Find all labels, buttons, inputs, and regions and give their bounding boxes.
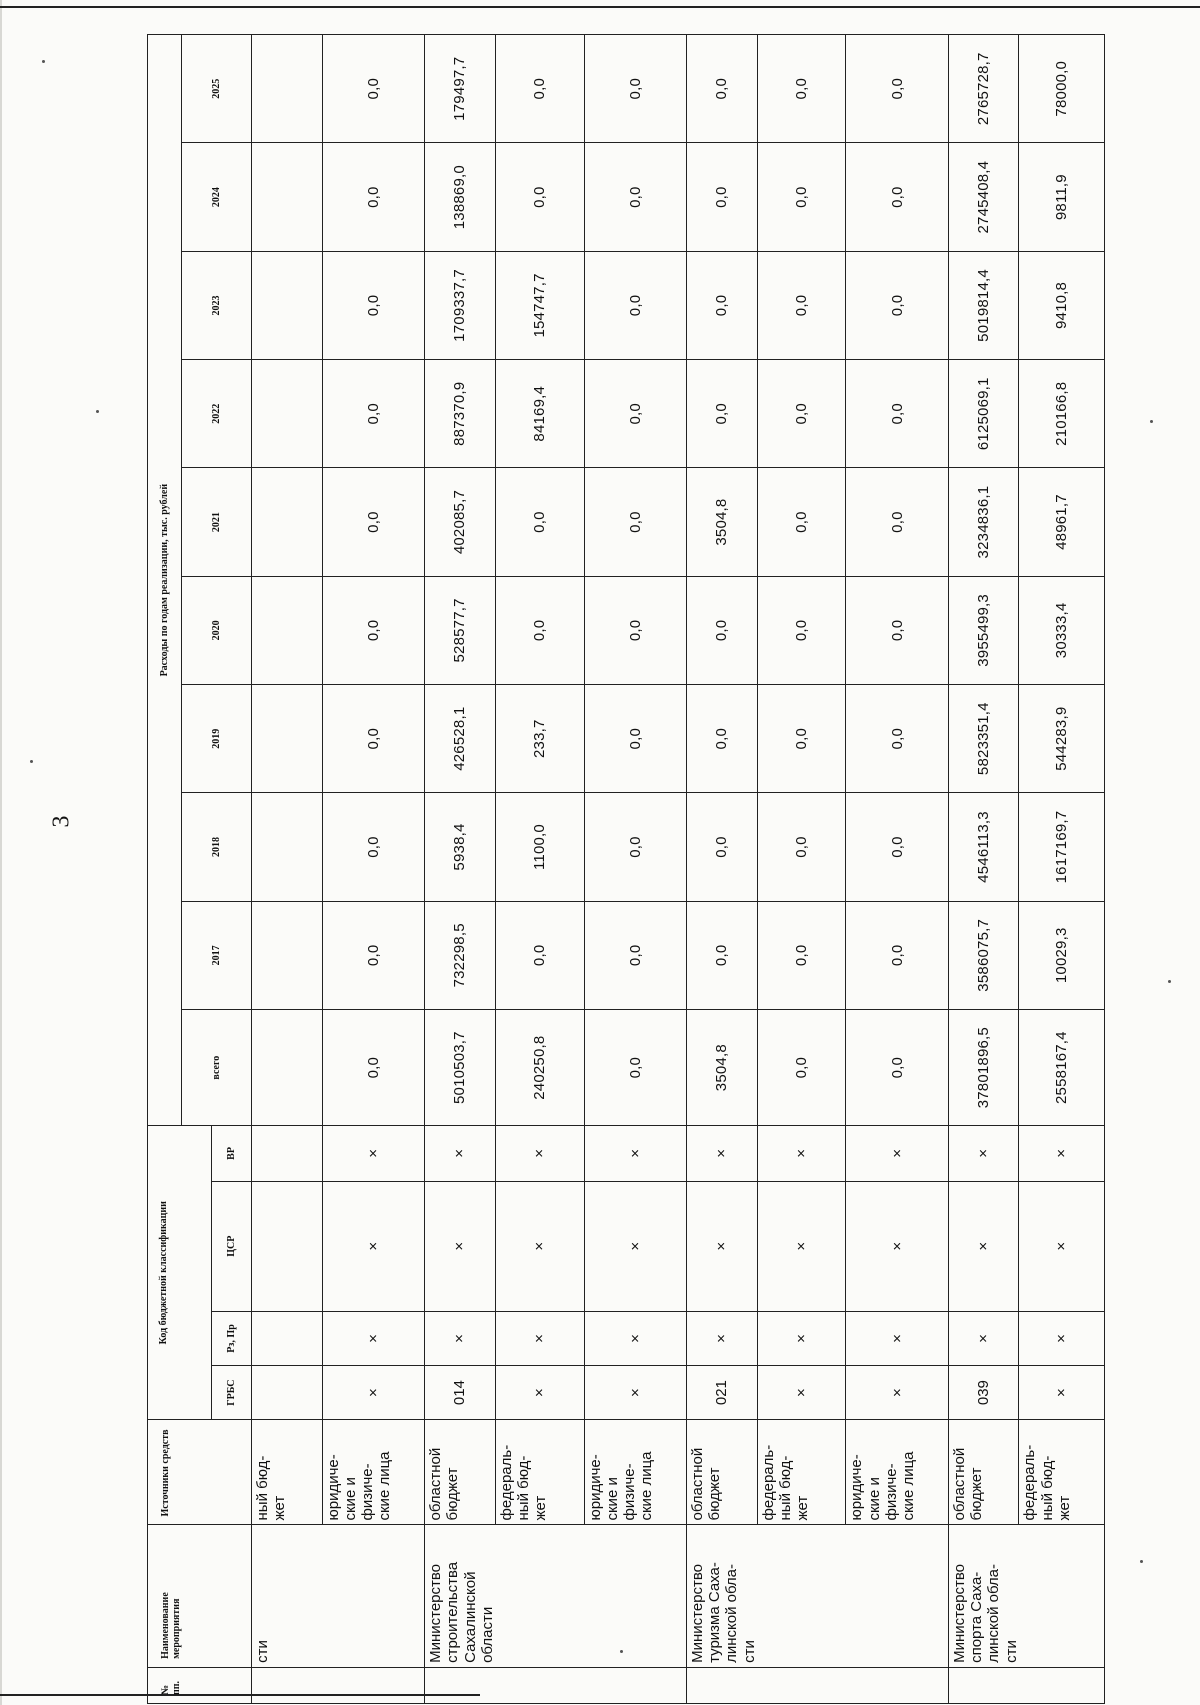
cell-year-value: 5938,4 xyxy=(425,793,496,901)
cell-grbs: × xyxy=(495,1366,584,1420)
header-expenses: Расходы по годам реализации, тыс. рублей xyxy=(148,35,182,1126)
cell-year-value: 0,0 xyxy=(686,685,757,793)
table-row xyxy=(686,35,757,1704)
cell-year-value: 0,0 xyxy=(495,901,584,1009)
header-total: всего xyxy=(182,1009,252,1125)
cell-total: 3504,8 xyxy=(686,1009,757,1125)
cell-year-value: 0,0 xyxy=(846,143,948,251)
cell-rzpr: × xyxy=(584,1311,686,1365)
cell-year-value: 0,0 xyxy=(584,360,686,468)
cell-rzpr: × xyxy=(322,1311,424,1365)
budget-table xyxy=(147,34,1105,1704)
header-year: 2017 xyxy=(182,901,252,1009)
cell-year-value: 3504,8 xyxy=(686,468,757,576)
cell-year-value: 0,0 xyxy=(846,793,948,901)
cell-year-value: 1709337,7 xyxy=(425,251,496,359)
cell-year-value: 0,0 xyxy=(584,685,686,793)
cell-year-value: 0,0 xyxy=(584,468,686,576)
cell-rzpr: × xyxy=(846,1311,948,1365)
cell-year-value: 9410,8 xyxy=(1019,251,1105,359)
cell-year-value: 544283,9 xyxy=(1019,685,1105,793)
cell-year-value: 0,0 xyxy=(584,901,686,1009)
cell-year-value: 0,0 xyxy=(686,143,757,251)
cell-year-value: 9811,9 xyxy=(1019,143,1105,251)
cell-year-value: 528577,7 xyxy=(425,576,496,684)
cell-year-value xyxy=(252,143,323,251)
cell-vr: × xyxy=(322,1126,424,1181)
cell-no xyxy=(948,1667,1104,1703)
cell-year-value: 0,0 xyxy=(322,793,424,901)
cell-year-value: 1100,0 xyxy=(495,793,584,901)
cell-vr: × xyxy=(1019,1126,1105,1181)
cell-year-value: 30333,4 xyxy=(1019,576,1105,684)
header-no: № пп. xyxy=(148,1667,252,1703)
cell-total xyxy=(252,1009,323,1125)
table-header xyxy=(148,35,252,1704)
cell-source: федераль- ный бюд- жет xyxy=(1019,1420,1105,1525)
header-budget-code: Код бюджетной классификации xyxy=(148,1126,212,1420)
cell-year-value: 6125069,1 xyxy=(948,360,1019,468)
table-row xyxy=(322,35,424,1704)
table-row xyxy=(948,35,1019,1704)
header-code-csr: ЦСР xyxy=(212,1181,252,1311)
cell-year-value: 3586075,7 xyxy=(948,901,1019,1009)
cell-year-value: 0,0 xyxy=(757,793,846,901)
cell-source: юридиче- ские и физиче- ские лица xyxy=(584,1420,686,1525)
cell-grbs: 014 xyxy=(425,1366,496,1420)
cell-rzpr: × xyxy=(757,1311,846,1365)
cell-year-value: 0,0 xyxy=(846,468,948,576)
cell-year-value xyxy=(252,901,323,1009)
cell-grbs: × xyxy=(757,1366,846,1420)
header-year: 2023 xyxy=(182,251,252,359)
cell-year-value: 138869,0 xyxy=(425,143,496,251)
cell-year-value: 0,0 xyxy=(584,251,686,359)
cell-year-value: 179497,7 xyxy=(425,35,496,143)
cell-year-value: 0,0 xyxy=(757,143,846,251)
cell-vr: × xyxy=(846,1126,948,1181)
cell-year-value: 0,0 xyxy=(686,35,757,143)
cell-year-value: 5019814,4 xyxy=(948,251,1019,359)
header-year: 2022 xyxy=(182,360,252,468)
scan-edge xyxy=(0,0,2,1705)
cell-source: областной бюджет xyxy=(686,1420,757,1525)
cell-year-value: 2765728,7 xyxy=(948,35,1019,143)
cell-vr: × xyxy=(495,1126,584,1181)
table-row xyxy=(425,35,496,1704)
table-body xyxy=(252,35,1105,1704)
cell-year-value: 0,0 xyxy=(846,35,948,143)
cell-grbs: 039 xyxy=(948,1366,1019,1420)
cell-year-value: 0,0 xyxy=(322,576,424,684)
cell-year-value: 0,0 xyxy=(846,251,948,359)
cell-total: 5010503,7 xyxy=(425,1009,496,1125)
cell-grbs: × xyxy=(846,1366,948,1420)
cell-event-name: Министерство туризма Саха- линской обла- сти xyxy=(686,1525,948,1667)
cell-year-value xyxy=(252,360,323,468)
cell-csr: × xyxy=(686,1181,757,1311)
cell-source: юридиче- ские и физиче- ские лица xyxy=(322,1420,424,1525)
cell-csr: × xyxy=(846,1181,948,1311)
cell-no xyxy=(252,1667,425,1703)
cell-year-value: 402085,7 xyxy=(425,468,496,576)
header-year: 2025 xyxy=(182,35,252,143)
header-code-vr: ВР xyxy=(212,1126,252,1181)
cell-vr: × xyxy=(425,1126,496,1181)
cell-year-value: 732298,5 xyxy=(425,901,496,1009)
cell-grbs: × xyxy=(322,1366,424,1420)
cell-year-value: 0,0 xyxy=(495,576,584,684)
header-year: 2024 xyxy=(182,143,252,251)
cell-year-value: 0,0 xyxy=(322,35,424,143)
cell-year-value: 0,0 xyxy=(495,468,584,576)
cell-year-value: 10029,3 xyxy=(1019,901,1105,1009)
header-sources: Источники средств xyxy=(148,1420,252,1525)
cell-rzpr: × xyxy=(686,1311,757,1365)
header-code-rzpr: Рз, Пр xyxy=(212,1311,252,1365)
cell-vr: × xyxy=(757,1126,846,1181)
cell-year-value: 78000,0 xyxy=(1019,35,1105,143)
cell-year-value xyxy=(252,251,323,359)
cell-csr: × xyxy=(1019,1181,1105,1311)
cell-source: юридиче- ские и физиче- ские лица xyxy=(846,1420,948,1525)
cell-csr: × xyxy=(757,1181,846,1311)
cell-year-value: 233,7 xyxy=(495,685,584,793)
cell-year-value: 0,0 xyxy=(495,35,584,143)
cell-year-value: 0,0 xyxy=(757,35,846,143)
cell-year-value: 154747,7 xyxy=(495,251,584,359)
cell-year-value: 0,0 xyxy=(846,576,948,684)
page-number: 3 xyxy=(48,815,75,828)
cell-year-value: 0,0 xyxy=(322,251,424,359)
header-year: 2021 xyxy=(182,468,252,576)
cell-csr: × xyxy=(948,1181,1019,1311)
table-row xyxy=(584,35,686,1704)
cell-vr: × xyxy=(584,1126,686,1181)
cell-year-value: 887370,9 xyxy=(425,360,496,468)
cell-year-value: 0,0 xyxy=(757,901,846,1009)
cell-year-value xyxy=(252,685,323,793)
cell-rzpr: × xyxy=(495,1311,584,1365)
cell-source: федераль- ный бюд- жет xyxy=(495,1420,584,1525)
cell-no xyxy=(425,1667,687,1703)
table-row xyxy=(757,35,846,1704)
cell-year-value: 0,0 xyxy=(584,576,686,684)
cell-event-name: сти xyxy=(252,1525,425,1667)
cell-total: 0,0 xyxy=(846,1009,948,1125)
cell-year-value: 0,0 xyxy=(686,901,757,1009)
cell-year-value: 0,0 xyxy=(584,143,686,251)
cell-year-value: 84169,4 xyxy=(495,360,584,468)
cell-total: 0,0 xyxy=(584,1009,686,1125)
cell-year-value: 48961,7 xyxy=(1019,468,1105,576)
cell-no xyxy=(686,1667,948,1703)
cell-csr: × xyxy=(322,1181,424,1311)
cell-source: ный бюд- жет xyxy=(252,1420,323,1525)
table-row xyxy=(1019,35,1105,1704)
cell-csr: × xyxy=(584,1181,686,1311)
cell-year-value: 1617169,7 xyxy=(1019,793,1105,901)
cell-csr: × xyxy=(495,1181,584,1311)
cell-grbs: 021 xyxy=(686,1366,757,1420)
header-year: 2018 xyxy=(182,793,252,901)
cell-year-value: 0,0 xyxy=(322,143,424,251)
header-year: 2020 xyxy=(182,576,252,684)
cell-year-value: 426528,1 xyxy=(425,685,496,793)
cell-rzpr: × xyxy=(1019,1311,1105,1365)
cell-vr xyxy=(252,1126,323,1181)
header-code-grbs: ГРБС xyxy=(212,1366,252,1420)
cell-year-value: 3234836,1 xyxy=(948,468,1019,576)
cell-csr xyxy=(252,1181,323,1311)
cell-year-value xyxy=(252,468,323,576)
cell-total: 0,0 xyxy=(757,1009,846,1125)
cell-rzpr: × xyxy=(425,1311,496,1365)
cell-vr: × xyxy=(948,1126,1019,1181)
cell-year-value: 0,0 xyxy=(686,576,757,684)
cell-year-value xyxy=(252,793,323,901)
cell-year-value: 0,0 xyxy=(322,685,424,793)
cell-grbs: × xyxy=(584,1366,686,1420)
cell-total: 0,0 xyxy=(322,1009,424,1125)
header-name: Наименование мероприятия xyxy=(148,1525,252,1667)
cell-year-value: 0,0 xyxy=(757,360,846,468)
cell-year-value: 0,0 xyxy=(322,901,424,1009)
cell-year-value: 5823351,4 xyxy=(948,685,1019,793)
cell-event-name: Министерство спорта Саха- линской обла- сти xyxy=(948,1525,1104,1667)
cell-year-value: 4546113,3 xyxy=(948,793,1019,901)
cell-source: федераль- ный бюд- жет xyxy=(757,1420,846,1525)
cell-source: областной бюджет xyxy=(425,1420,496,1525)
cell-total: 2558167,4 xyxy=(1019,1009,1105,1125)
cell-year-value: 0,0 xyxy=(686,793,757,901)
cell-rzpr: × xyxy=(948,1311,1019,1365)
cell-year-value: 0,0 xyxy=(686,251,757,359)
cell-year-value: 2745408,4 xyxy=(948,143,1019,251)
cell-total: 240250,8 xyxy=(495,1009,584,1125)
cell-year-value: 210166,8 xyxy=(1019,360,1105,468)
cell-year-value: 0,0 xyxy=(686,360,757,468)
cell-year-value: 0,0 xyxy=(495,143,584,251)
cell-year-value: 0,0 xyxy=(846,685,948,793)
cell-year-value: 0,0 xyxy=(584,793,686,901)
cell-year-value: 0,0 xyxy=(322,360,424,468)
cell-year-value: 0,0 xyxy=(584,35,686,143)
header-year: 2019 xyxy=(182,685,252,793)
cell-grbs: × xyxy=(1019,1366,1105,1420)
cell-year-value: 0,0 xyxy=(757,468,846,576)
top-rule xyxy=(0,6,1200,8)
cell-year-value: 0,0 xyxy=(757,685,846,793)
cell-vr: × xyxy=(686,1126,757,1181)
cell-source: областной бюджет xyxy=(948,1420,1019,1525)
cell-csr: × xyxy=(425,1181,496,1311)
table-row xyxy=(495,35,584,1704)
cell-year-value: 3955499,3 xyxy=(948,576,1019,684)
table-row xyxy=(846,35,948,1704)
table-row xyxy=(252,35,323,1704)
cell-grbs xyxy=(252,1366,323,1420)
cell-total: 37801896,5 xyxy=(948,1009,1019,1125)
cell-year-value xyxy=(252,35,323,143)
rotated-table-wrapper xyxy=(147,34,1107,1704)
cell-event-name: Министерство строительства Сахалинской области xyxy=(425,1525,687,1667)
cell-year-value: 0,0 xyxy=(846,901,948,1009)
cell-rzpr xyxy=(252,1311,323,1365)
cell-year-value: 0,0 xyxy=(757,251,846,359)
cell-year-value: 0,0 xyxy=(757,576,846,684)
cell-year-value: 0,0 xyxy=(846,360,948,468)
cell-year-value: 0,0 xyxy=(322,468,424,576)
cell-year-value xyxy=(252,576,323,684)
